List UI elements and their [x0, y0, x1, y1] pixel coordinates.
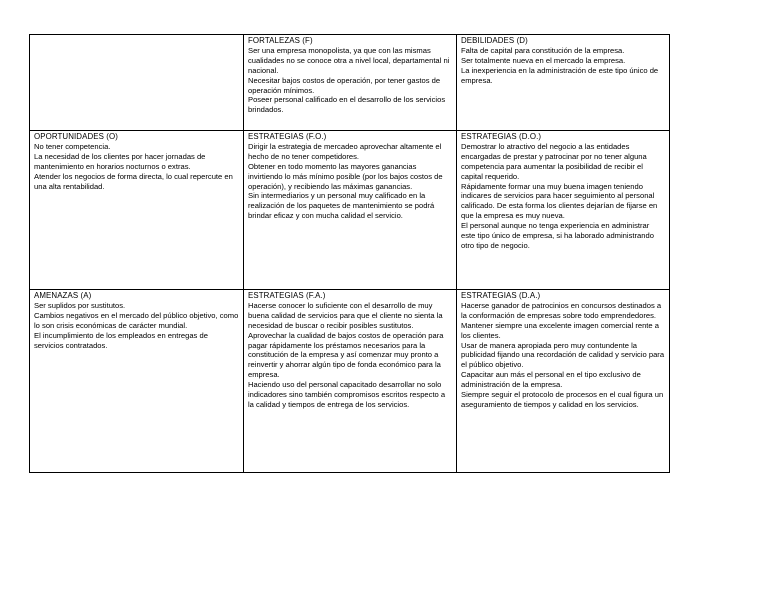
debilidades-line-3: La inexperiencia en la administración de este tipo único de empresa. [461, 65, 659, 85]
amenazas-line-2: Cambios negativos en el mercado del público objetivo, como lo son crisis económicas de carácter mundial. [34, 310, 239, 330]
table-row-oportunidades [30, 131, 670, 290]
estrategias-fa-line-2: Aprovechar la cualidad de bajos costos de operación para pagar rápidamente los préstamos necesarios para la constitución de la empresa y así comenzar muy pronto a reinvertir y ahorrar algún tipo de fonda económico para la empresa. [248, 330, 444, 380]
estrategias-do-title: ESTRATEGIAS (D.O.) [461, 132, 542, 141]
estrategias-da-cell [457, 290, 670, 473]
estrategias-fo-cell [244, 131, 457, 290]
estrategias-fo-line-3: Sin intermediarios y un personal muy calificado en la realización de los paquetes de mantenimiento se podrá brindar eficaz y con mucha calidad el servicio. [248, 191, 435, 221]
estrategias-fa-line-3: Haciendo uso del personal capacitado desarrollar no solo indicadores sino también compromisos escritos respecto a la calidad y tiempos de entrega de los servicios. [248, 380, 446, 409]
estrategias-da-line-3: Usar de manera apropiada pero muy contundente la publicidad fijando una recordación de calidad y servicio para el público objetivo. [461, 340, 665, 370]
estrategias-fa-title: ESTRATEGIAS (F.A.) [248, 291, 326, 300]
estrategias-do-line-1: Demostrar lo atractivo del negocio a las entidades encargadas de prestar y patrocinar por no tener alguna competencia para aumentar la posibilidad de recibir el capital requerido. [461, 141, 647, 181]
foda-matrix-table [29, 34, 670, 473]
estrategias-do-cell [457, 131, 670, 290]
fortalezas-title: FORTALEZAS (F) [248, 36, 313, 45]
estrategias-fa-cell [244, 290, 457, 473]
fortalezas-line-3: Poseer personal calificado en el desarrollo de los servicios brindados. [248, 95, 446, 115]
estrategias-fo-line-1: Dirigir la estrategia de mercadeo aprovechar altamente el hecho de no tener competidores. [248, 141, 442, 161]
fortalezas-cell [244, 35, 457, 131]
fortalezas-line-1: Ser una empresa monopolista, ya que con las mismas cualidades no se conoce otra a nivel local, departamental ni nacional. [248, 45, 450, 75]
empty-corner-cell [30, 35, 244, 131]
oportunidades-cell [30, 131, 244, 290]
oportunidades-line-3: Atender los negocios de forma directa, lo cual repercute en una alta rentabilidad. [34, 171, 233, 191]
fortalezas-line-2: Necesitar bajos costos de operación, por tener gastos de operación mínimos. [248, 75, 441, 95]
estrategias-fa-line-1: Hacerse conocer lo suficiente con el desarrollo de muy buena calidad de servicios para que el cliente no sienta la necesidad de buscar o recibir posibles sustitutos. [248, 300, 443, 330]
amenazas-title: AMENAZAS (A) [34, 291, 92, 300]
amenazas-line-3: El incumplimiento de los empleados en entregas de servicios contratados. [34, 330, 208, 350]
debilidades-title: DEBILIDADES (D) [461, 36, 528, 45]
estrategias-da-line-4: Capacitar aun más el personal en el tipo exclusivo de administración de la empresa. [461, 370, 641, 390]
debilidades-cell [457, 35, 670, 131]
estrategias-da-line-1: Hacerse ganador de patrocinios en concursos destinados a la conformación de empresas sobre todo emprendedores. [461, 300, 662, 320]
estrategias-do-line-3: El personal aunque no tenga experiencia en administrar este tipo único de empresa, si ha laborado administrando otro tipo de negocio. [461, 221, 654, 250]
amenazas-cell [30, 290, 244, 473]
estrategias-fo-line-2: Obtener en todo momento las mayores ganancias invirtiendo lo más mínimo posible (por los bajos costos de operación), y recibiendo las máximas ganancias. [248, 161, 443, 191]
estrategias-da-line-5: Siempre seguir el protocolo de procesos en el cual figura un aseguramiento de tiempos y calidad en los servicios. [461, 390, 664, 409]
estrategias-da-line-2: Mantener siempre una excelente imagen comercial rente a los clientes. [461, 320, 659, 340]
estrategias-do-line-2: Rápidamente formar una muy buena imagen teniendo indicares de servicios para hacer seguimiento al personal calificado. De esta forma los clientes dejarían de fijarse en que la empresa es muy nueva. [461, 181, 658, 221]
oportunidades-line-2: La necesidad de los clientes por hacer jornadas de mantenimiento en horarios nocturnos o extras. [34, 151, 206, 171]
debilidades-line-1: Falta de capital para constitución de la empresa. [461, 45, 625, 55]
estrategias-da-title: ESTRATEGIAS (D.A.) [461, 291, 541, 300]
oportunidades-title: OPORTUNIDADES (O) [34, 132, 118, 141]
oportunidades-line-1: No tener competencia. [34, 141, 111, 151]
debilidades-line-2: Ser totalmente nueva en el mercado la empresa. [461, 55, 626, 65]
estrategias-fo-title: ESTRATEGIAS (F.O.) [248, 132, 327, 141]
table-row-amenazas [30, 290, 670, 473]
amenazas-line-1: Ser suplidos por sustitutos. [34, 300, 126, 310]
table-row-header [30, 35, 670, 131]
